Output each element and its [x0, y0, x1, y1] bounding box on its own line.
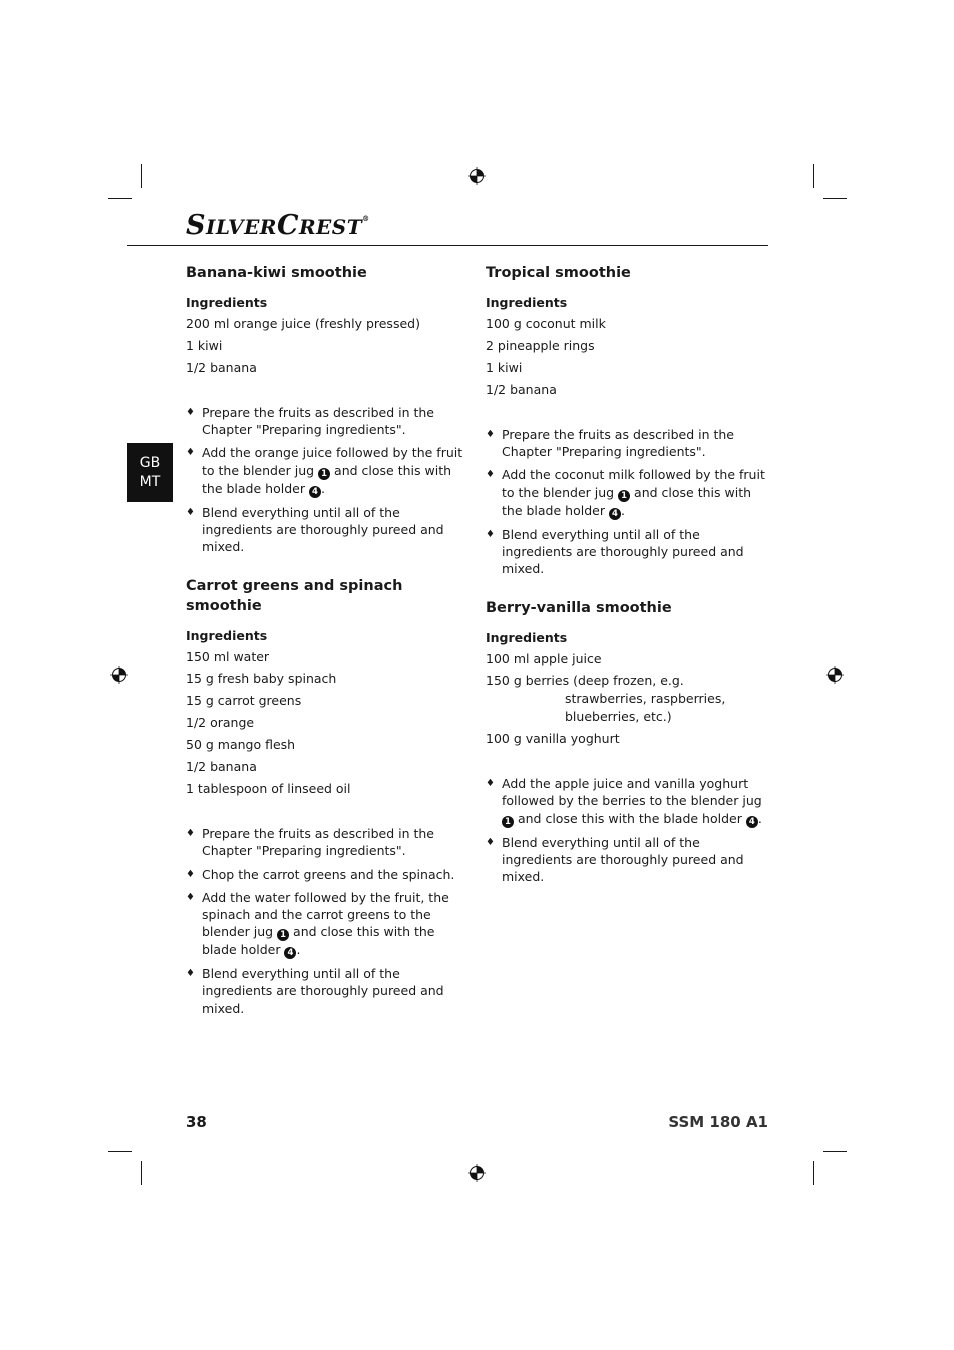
instruction-step	[186, 504, 466, 556]
ingredients-heading: Ingredients	[486, 630, 568, 646]
ingredient-item: 1 tablespoon of linseed oil	[186, 781, 351, 797]
registration-mark-icon	[110, 666, 128, 684]
ingredient-item: 50 g mango flesh	[186, 737, 296, 753]
ingredient-item: 15 g carrot greens	[186, 693, 302, 709]
part-number-badge: 4	[309, 486, 321, 498]
header-rule	[127, 245, 768, 246]
ingredient-item: 150 g berries (deep frozen, e.g. strawberries, raspberries, blueberries, etc.)	[486, 673, 726, 725]
ingredients-heading: Ingredients	[186, 628, 268, 644]
instruction-step	[186, 889, 466, 959]
crop-mark	[108, 1151, 132, 1152]
recipe-title: Berry-vanilla smoothie	[486, 600, 672, 617]
step-text: Chop the carrot greens and the spinach.	[202, 866, 455, 882]
language-code: MT	[139, 473, 161, 490]
crop-mark	[141, 1161, 142, 1185]
crop-mark	[813, 1161, 814, 1185]
ingredients-heading: Ingredients	[186, 295, 268, 310]
bullet-diamond-icon: ♦	[486, 469, 495, 481]
instruction-step	[486, 426, 766, 460]
instruction-step	[186, 825, 466, 859]
ingredient-item: 200 ml orange juice (freshly pressed)	[186, 316, 420, 331]
step-text: Blend everything until all of the ingredients are thoroughly pureed and mixed.	[502, 834, 744, 885]
bullet-diamond-icon: ♦	[486, 528, 495, 540]
instruction-list	[186, 404, 466, 555]
crop-mark	[141, 164, 142, 188]
step-text: .	[620, 502, 625, 518]
step-text: .	[296, 942, 301, 958]
instruction-step	[486, 526, 766, 578]
ingredient-item: 100 g coconut milk	[486, 316, 606, 331]
instruction-list	[186, 825, 466, 1017]
bullet-diamond-icon: ♦	[186, 968, 195, 980]
recipe-title: Tropical smoothie	[486, 265, 631, 281]
bullet-diamond-icon: ♦	[186, 828, 195, 840]
step-text: Add the coconut milk followed by the fruit to the blender jug	[502, 467, 765, 500]
recipe-title: Carrot greens and spinach smoothie	[186, 578, 403, 615]
ingredients-list	[186, 315, 466, 377]
part-number-badge: 1	[318, 468, 330, 480]
bullet-diamond-icon: ♦	[486, 429, 495, 440]
step-text: Add the water followed by the fruit, the spinach and the carrot greens to the blender jug	[202, 889, 449, 940]
step-text: and close this with the blade holder	[514, 810, 746, 826]
ingredient-item: 1/2 banana	[186, 360, 257, 375]
ingredient-item: 1 kiwi	[486, 360, 523, 375]
step-text: Blend everything until all of the ingredients are thoroughly pureed and mixed.	[202, 504, 444, 555]
part-number-badge: 4	[746, 816, 758, 828]
registration-mark-icon	[468, 167, 486, 185]
step-text: .	[320, 480, 325, 496]
crop-mark	[823, 1151, 847, 1152]
part-number-badge: 1	[277, 929, 289, 941]
ingredient-item: 1/2 banana	[186, 759, 257, 775]
brand-logo: SILVERCREST®	[186, 210, 370, 241]
bullet-diamond-icon: ♦	[186, 891, 195, 903]
step-text: and close this with the blade holder	[202, 924, 435, 958]
bullet-diamond-icon: ♦	[186, 447, 195, 459]
instruction-list	[486, 426, 766, 577]
ingredient-item: 150 ml water	[186, 649, 270, 665]
instruction-step	[486, 466, 766, 519]
part-number-badge: 1	[618, 490, 630, 502]
crop-mark	[108, 198, 132, 199]
ingredients-list	[486, 315, 766, 399]
step-text: and close this with the blade holder	[202, 462, 452, 496]
step-text: Blend everything until all of the ingredients are thoroughly pureed and mixed.	[202, 966, 444, 1016]
ingredients-heading: Ingredients	[486, 295, 568, 310]
instruction-step	[186, 965, 466, 1017]
ingredient-item: 1 kiwi	[186, 338, 223, 353]
instruction-step	[186, 444, 466, 497]
bullet-diamond-icon: ♦	[186, 506, 195, 518]
step-text: Prepare the fruits as described in the Chapter "Preparing ingredients".	[202, 405, 434, 438]
instruction-step	[486, 775, 766, 827]
left-column	[186, 263, 466, 1038]
ingredients-list	[186, 648, 466, 798]
language-tab	[127, 443, 173, 502]
crop-mark	[823, 198, 847, 199]
registration-mark-icon	[468, 1164, 486, 1182]
step-text: Blend everything until all of the ingredients are thoroughly pureed and mixed.	[502, 526, 744, 577]
page-number: 38	[186, 1113, 207, 1131]
crop-mark	[813, 164, 814, 188]
step-text: Prepare the fruits as described in the Chapter "Preparing ingredients".	[502, 427, 734, 460]
recipe-title: Banana-kiwi smoothie	[186, 265, 367, 281]
model-number: SSM 180 A1	[668, 1113, 768, 1131]
step-text: .	[757, 810, 762, 826]
instruction-step	[486, 834, 766, 886]
instruction-list	[486, 775, 766, 885]
ingredient-item: 1/2 banana	[486, 382, 557, 397]
ingredient-item: 15 g fresh baby spinach	[186, 671, 337, 687]
step-text: Add the apple juice and vanilla yoghurt followed by the berries to the blender jug	[502, 776, 762, 809]
step-text: Prepare the fruits as described in the Chapter "Preparing ingredients".	[202, 826, 434, 859]
ingredient-item: 2 pineapple rings	[486, 338, 595, 353]
instruction-step	[186, 404, 466, 438]
right-column	[486, 263, 766, 906]
bullet-diamond-icon: ♦	[186, 407, 195, 418]
step-text: Add the orange juice followed by the fruit to the blender jug	[202, 445, 463, 478]
ingredient-item: 100 g vanilla yoghurt	[486, 731, 620, 747]
part-number-badge: 4	[284, 947, 296, 959]
registration-mark-icon	[826, 666, 844, 684]
language-code: GB	[139, 454, 161, 471]
ingredient-item: 100 ml apple juice	[486, 651, 602, 667]
step-text: and close this with the blade holder	[502, 484, 752, 518]
part-number-badge: 1	[502, 816, 514, 828]
bullet-diamond-icon: ♦	[486, 778, 495, 790]
part-number-badge: 4	[609, 508, 621, 520]
bullet-diamond-icon: ♦	[186, 868, 195, 880]
bullet-diamond-icon: ♦	[486, 836, 495, 848]
ingredient-item: 1/2 orange	[186, 715, 255, 731]
instruction-step	[186, 866, 466, 883]
ingredients-list	[486, 650, 766, 748]
